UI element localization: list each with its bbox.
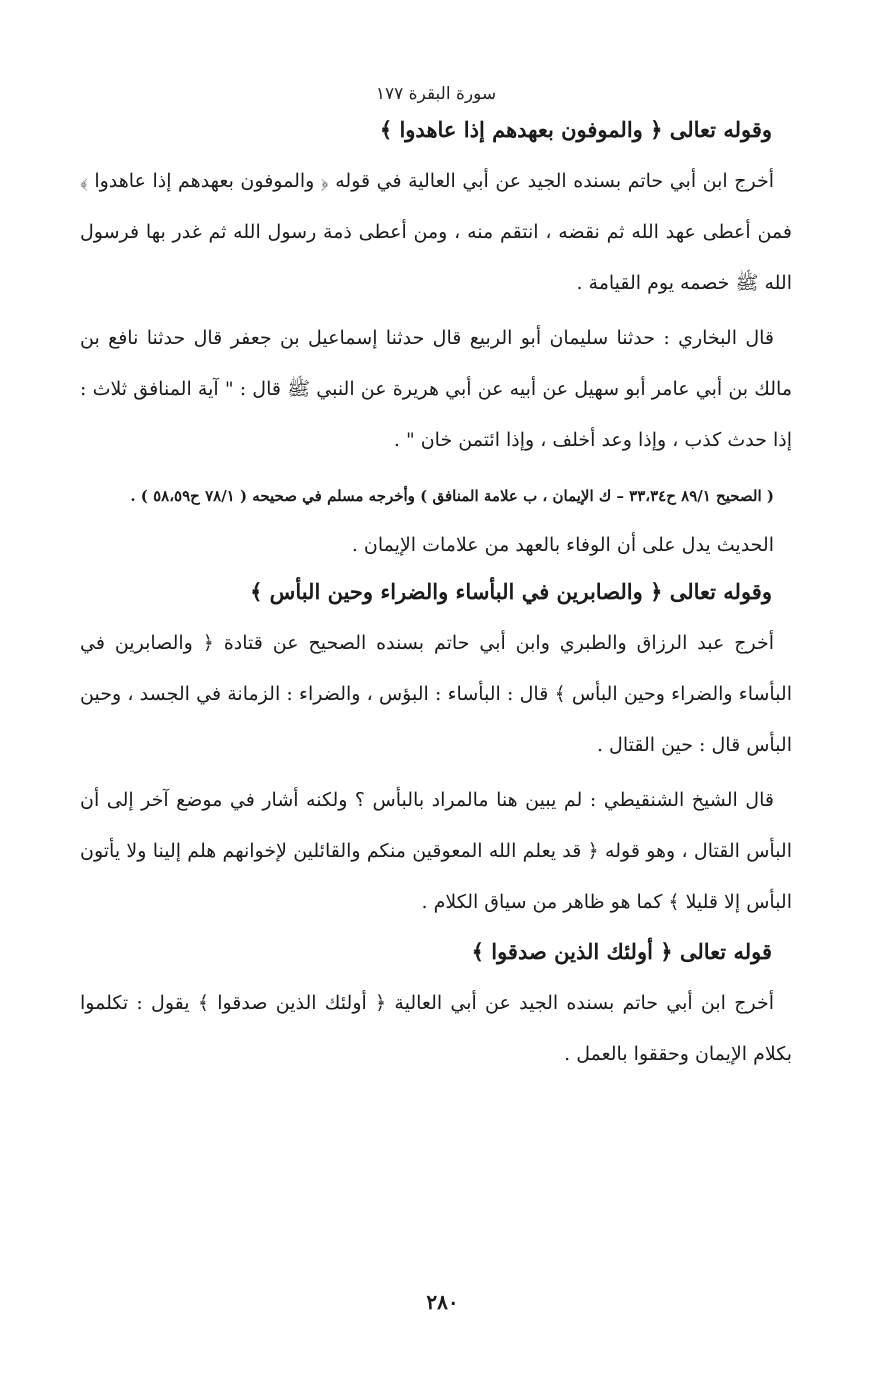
paragraph: أخرج ابن أبي حاتم بسنده الجيد عن أبي العالية ﴿ أولئك الذين صدقوا ﴾ يقول : تكلموا بكلام الإيمان وحققوا بالعمل . xyxy=(80,992,792,1065)
section-heading: قوله تعالى ﴿ أولئك الذين صدقوا ﴾ xyxy=(471,939,772,964)
paragraph: الحديث يدل على أن الوفاء بالعهد من علامات الإيمان . xyxy=(351,534,774,556)
section-heading: وقوله تعالى ﴿ والصابرين في البأساء والضراء وحين البأس ﴾ xyxy=(250,579,772,604)
section-patience xyxy=(80,572,792,928)
paragraph: أخرج عبد الرزاق والطبري وابن أبي حاتم بسنده الصحيح عن قتادة ﴿ والصابرين في البأساء والضراء وحين البأس ﴾ قال : البأساء : البؤس ، والضراء : الزمانة في الجسد ، وحين البأس قال : حين القتال . xyxy=(80,632,792,756)
section-fulfilling-covenant xyxy=(80,110,792,568)
citation-note: ( الصحيح ٨٩/١ ح٣٣،٣٤ – ك الإيمان ، ب علامة المنافق ) وأخرجه مسلم في صحيحه ( ٧٨/١ ح٥٨،٥٩ ) . xyxy=(130,487,774,505)
paragraph: أخرج ابن أبي حاتم بسنده الجيد عن أبي العالية في قوله ﴿ والموفون بعهدهم إذا عاهدوا ﴾ فمن أعطى عهد الله ثم نقضه ، انتقم منه ، ومن أعطى ذمة رسول الله ثم غدر بها فرسول الله ﷺ خصمه يوم القيامة . xyxy=(80,170,792,294)
paragraph: قال الشيخ الشنقيطي : لم يبين هنا مالمراد بالبأس ؟ ولكنه أشار في موضع آخر إلى أن البأس القتال ، وهو قوله ﴿ قد يعلم الله المعوقين منكم والقائلين لإخوانهم هلم إلينا ولا يأتون البأس إلا قليلا ﴾ كما هو ظاهر من سياق الكلام . xyxy=(80,789,792,913)
page-number: ٢٨٠ xyxy=(426,1290,459,1314)
section-heading: وقوله تعالى ﴿ والموفون بعهدهم إذا عاهدوا ﴾ xyxy=(379,117,772,142)
page-body xyxy=(80,84,792,1084)
paragraph: قال البخاري : حدثنا سليمان أبو الربيع قال حدثنا إسماعيل بن جعفر قال حدثنا نافع بن مالك بن أبي عامر أبو سهيل عن أبيه عن أبي هريرة عن النبي ﷺ قال : " آية المنافق ثلاث : إذا حدث كذب ، وإذا وعد أخلف ، وإذا ائتمن خان " . xyxy=(80,327,792,451)
running-header: سورة البقرة ١٧٧ xyxy=(375,84,497,104)
section-truthful xyxy=(80,932,792,1080)
